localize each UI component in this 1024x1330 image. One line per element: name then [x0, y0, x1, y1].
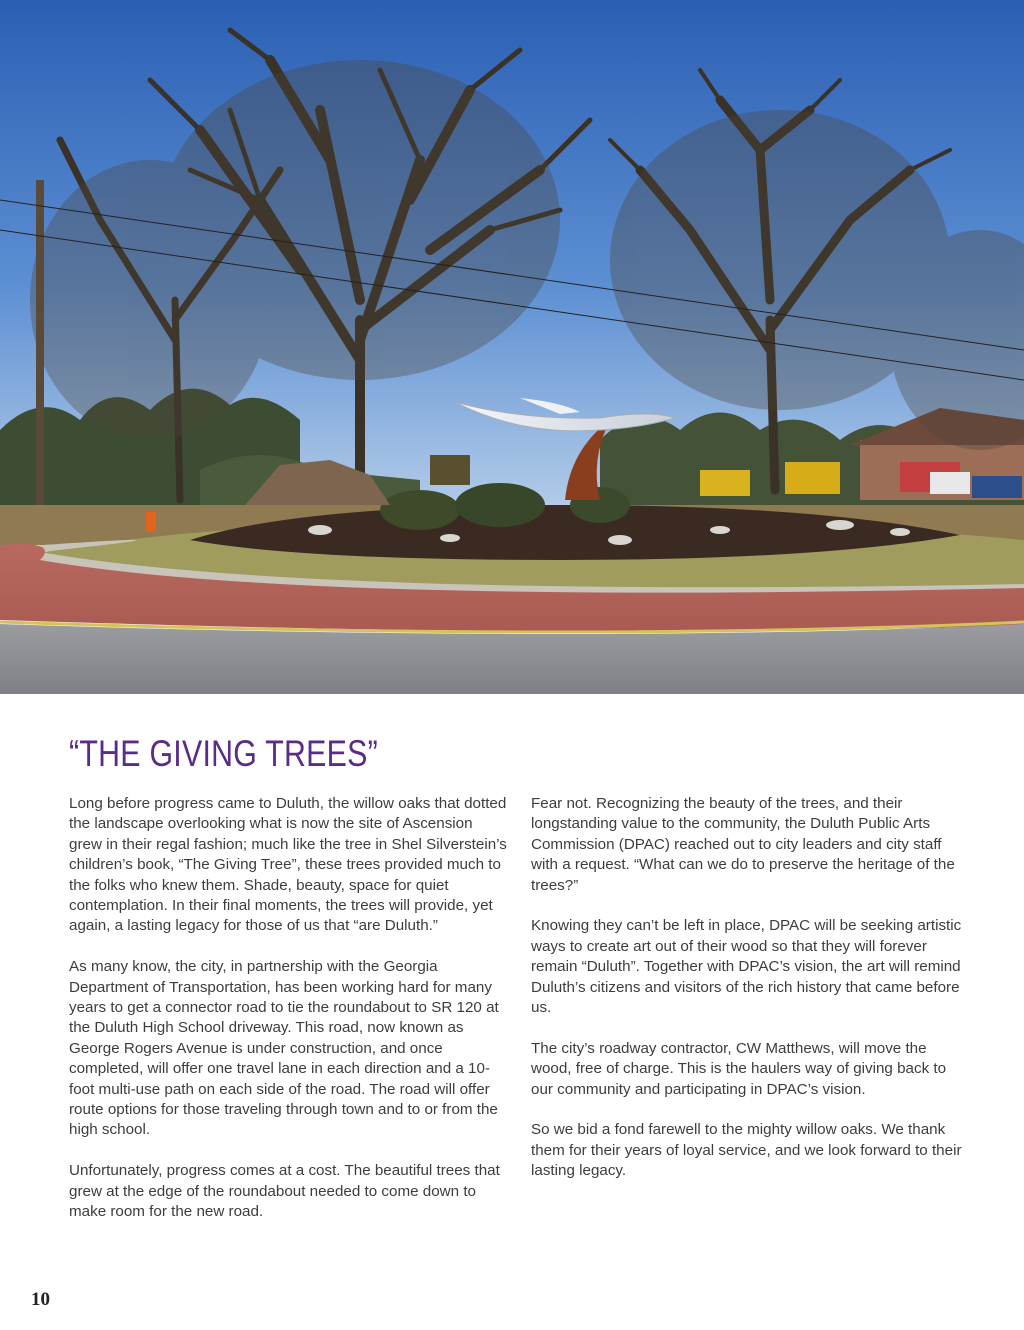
left-column	[69, 794, 509, 1243]
road	[0, 624, 1024, 694]
paragraph: So we bid a fond farewell to the mighty willow oaks. We thank them for their years of loyal service, and we look forward to their lasting legacy.	[531, 1121, 962, 1180]
paragraph: Fear not. Recognizing the beauty of the trees, and their longstanding value to the community, the Duluth Public Arts Commission (DPAC) reached out to city leaders and city staff with a request. “What can we do to preserve the heritage of the trees?”	[531, 795, 955, 894]
right-column	[531, 794, 971, 1202]
paragraph: The city’s roadway contractor, CW Matthews, will move the wood, free of charge. This is the haulers way of giving back to our community and participating in DPAC’s vision.	[531, 1039, 947, 1098]
paragraph: As many know, the city, in partnership with the Georgia Department of Transportation, has been working hard for many years to get a connector road to tie the roundabout to SR 120 at the Duluth High School driveway. This road, now known as George Rogers Avenue is under construction, and once completed, will offer one travel lane in each direction and a 10-foot multi-use path on each side of the road. The road will offer route options for those traveling through town and to or from the high school.	[69, 958, 499, 1139]
article-title: “THE GIVING TREES”	[69, 733, 378, 774]
utility-pole	[36, 180, 44, 510]
paragraph: Unfortunately, progress comes at a cost. The beautiful trees that grew at the edge of the roundabout needed to come down to make room for the new road.	[69, 1162, 500, 1221]
page-number: 10	[31, 1289, 50, 1310]
paragraph: Knowing they can’t be left in place, DPAC will be seeking artistic ways to create art out of their wood so that they will forever remain “Duluth”. Together with DPAC’s vision, the art will remind Duluth’s citizens and visitors of the rich history that came before us.	[531, 917, 962, 1017]
paragraph: Long before progress came to Duluth, the willow oaks that dotted the landscape overlooking what is now the site of Ascension grew in their regal fashion; much like the tree in Shel Silverstein’s children’s book, “The Giving Tree”, these trees provided much to the folks who knew them. Shade, beauty, space for quiet contemplation. In their final moments, the trees will provide, yet again, a lasting legacy for those of us that “are Duluth.”	[69, 795, 507, 935]
